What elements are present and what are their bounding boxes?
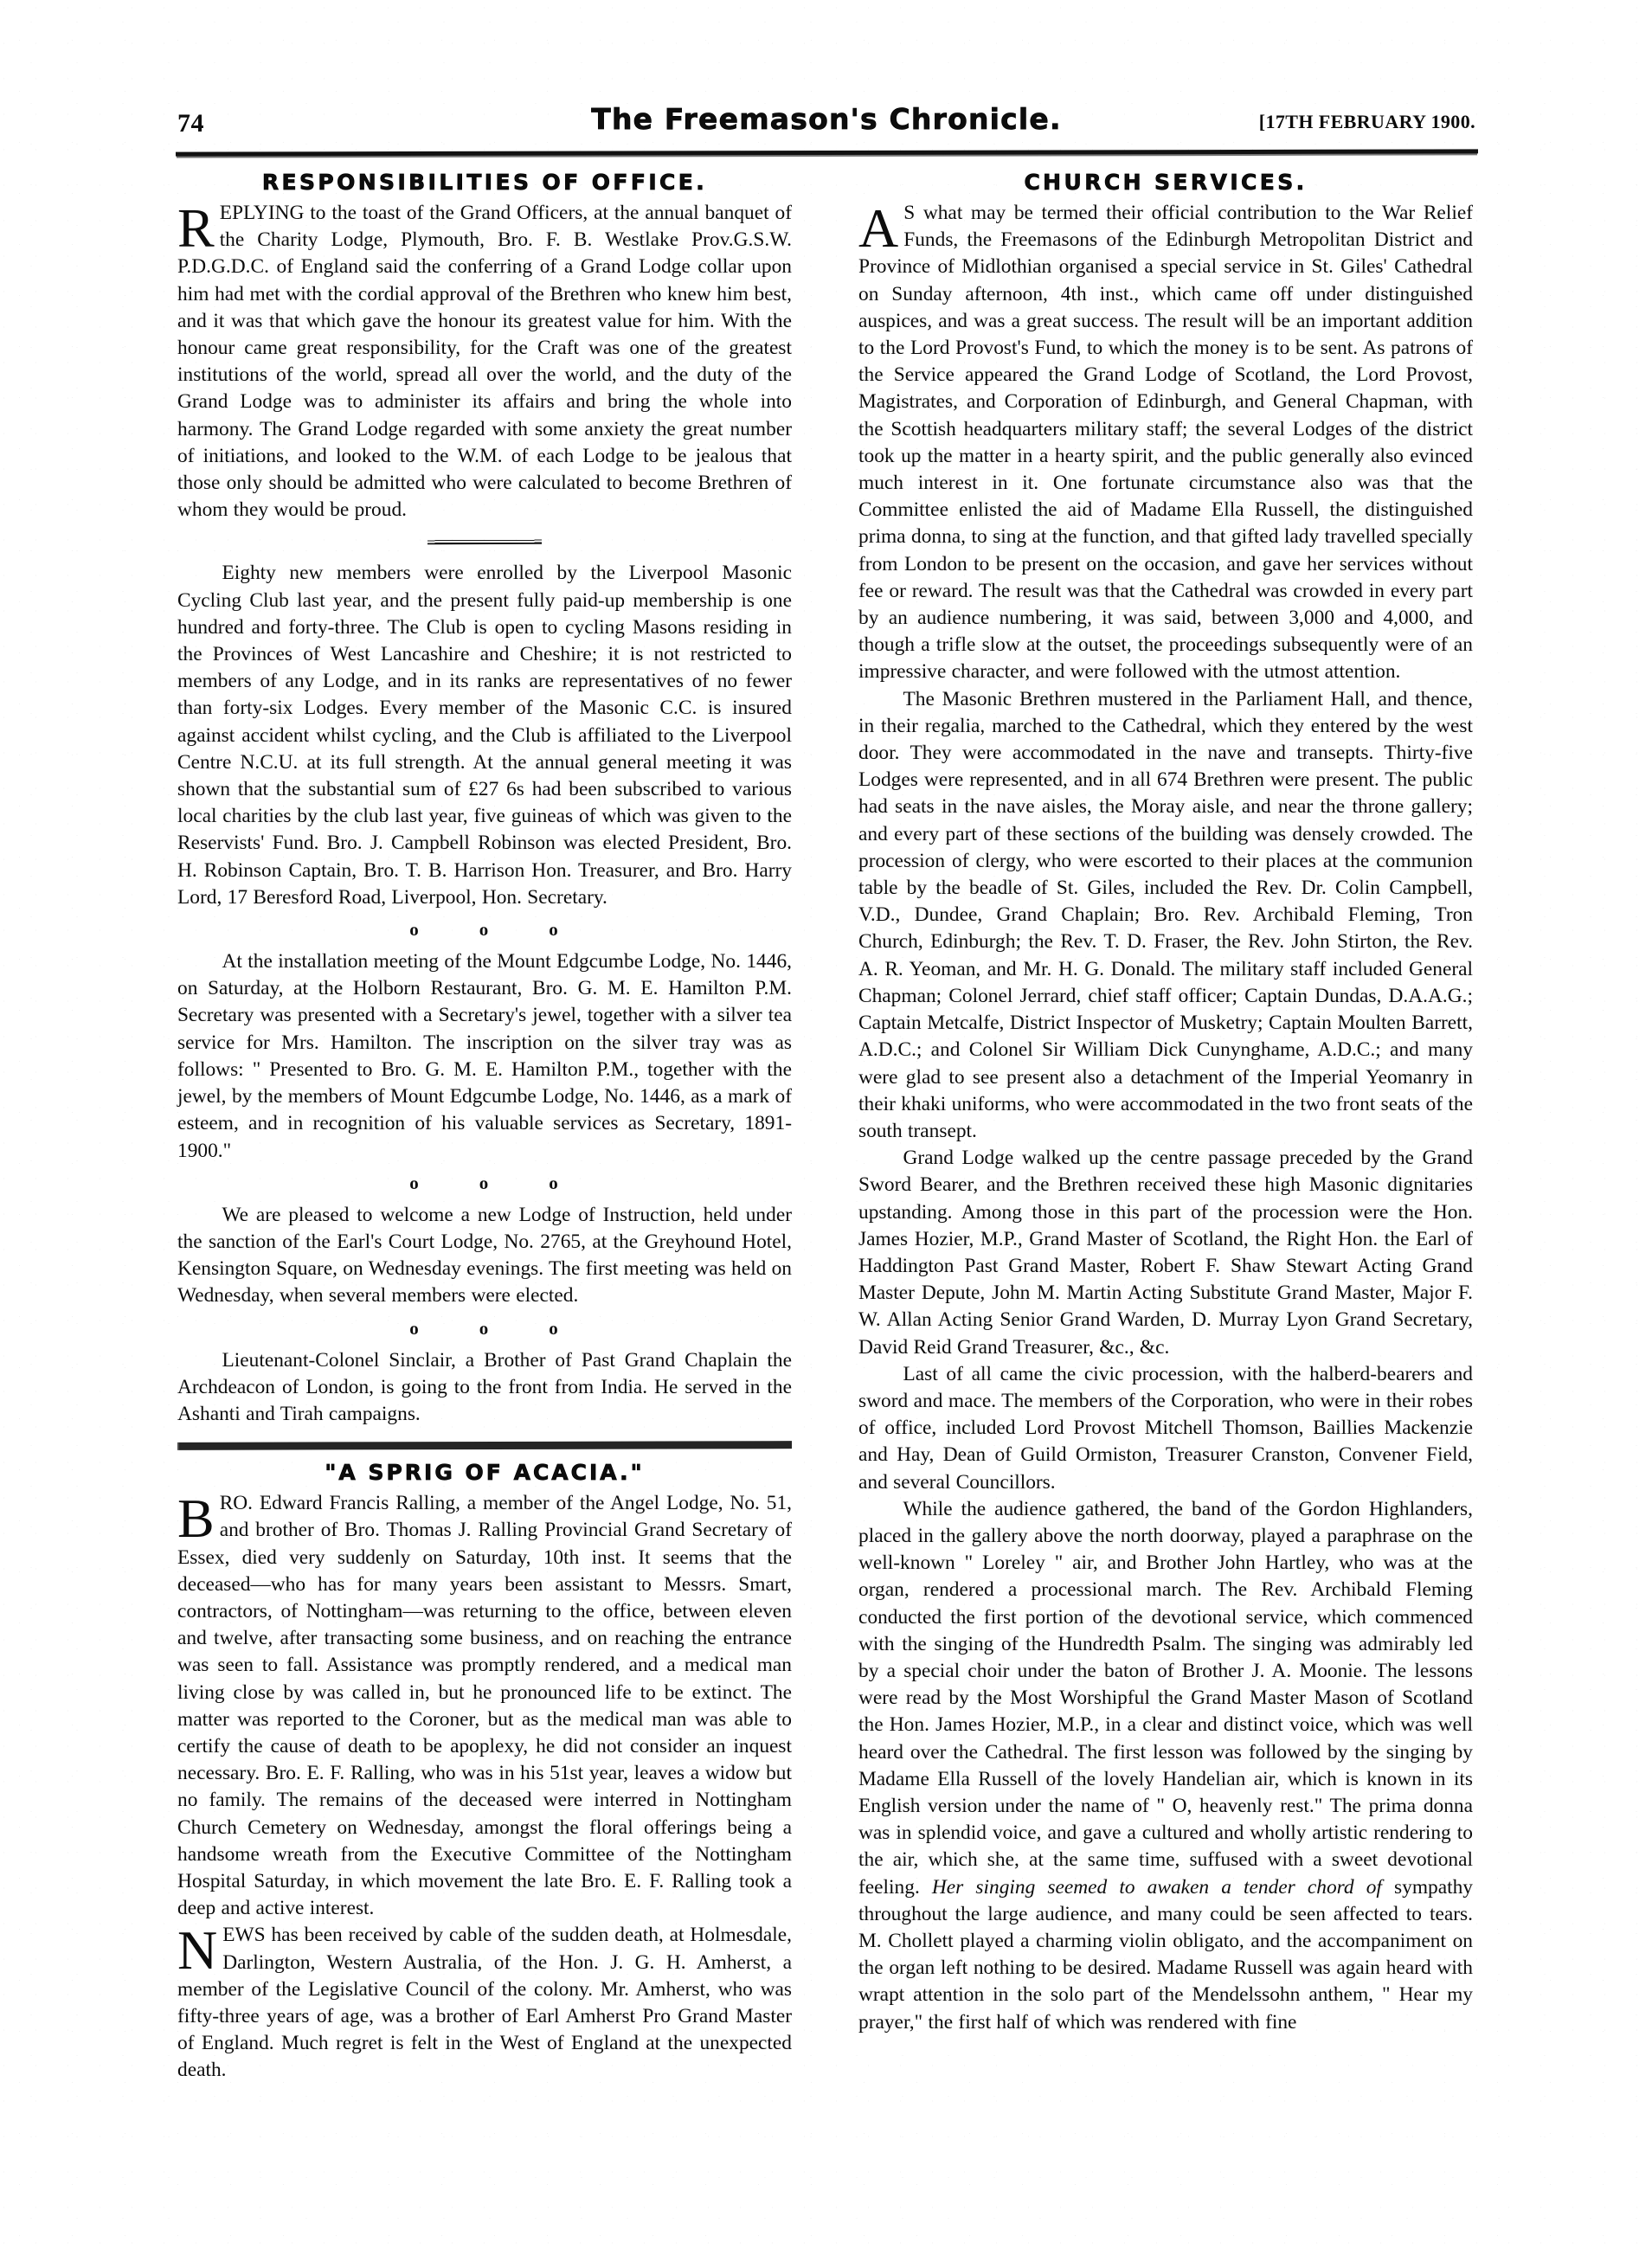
paragraph-music-and-service [858, 1496, 1473, 2036]
paragraph-liverpool-masonic-cycling-club: Eighty new members were enrolled by the Liverpool Masonic Cycling Club last year, and the present fully paid-up membership is one hundred and forty-three. The Club is open to cycling Masons residing in the Provinces of West Lancashire and Cheshire; it is not restricted to members of any Lodge, and in its ranks are representatives of no fewer than forty-six Lodges. Every member of the Masonic C.C. is insured against accident whilst cycling, and the Club is affiliated to the Liverpool Centre N.C.U. at its full strength. At the annual general meeting it was shown that the substantial sum of £27 6s had been subscribed to various local charities by the club last year, five guineas of which was given to the Reservists' Fund. Bro. J. Campbell Robinson was elected President, Bro. H. Robinson Captain, Bro. T. B. Harrison Hon. Treasurer, and Bro. Harry Lord, 17 Beresford Road, Liverpool, Hon. Secretary. [177, 562, 792, 909]
separator-dot: o [479, 919, 491, 941]
paragraph-new-lodge-of-instruction: We are pleased to welcome a new Lodge of Instruction, held under the sanction of the Earl's Court Lodge, No. 2765, at the Greyhound Hotel, Kensington Square, on Wednesday evenings. The first meeting was held on Wednesday, when several members were elected. [177, 1203, 793, 1308]
separator-dot: o [549, 1317, 560, 1339]
separator-dot: o [409, 919, 421, 941]
section-divider-heavy-rule [177, 1441, 792, 1450]
paragraph-responsibilities-body: EPLYING to the toast of the Grand Officers, at the annual banquet of the Charity Lodge, Plymouth, Bro. F. B. Westlake Prov.G.S.W. P.D.G.D.C. of England said the conferring of a Grand Lodge collar upon him had met with the cordial approval of the Brethren who knew him best, and it was that which gave the honour its greatest value for him. With the honour came great responsibility, for the Craft was one of the greatest institutions of the world, spread all over the world, and the duty of the Grand Lodge was to administer its affairs and bring the whole into harmony. The Grand Lodge regarded with some anxiety the great number of initiations, and looked to the W.M. of each Lodge to be jealous that those only should be admitted who were calculated to become Brethren of whom they would be proud. [177, 202, 792, 522]
paragraph-civic-procession: Last of all came the civic procession, with the halberd-bearers and sword and mace. The members of the Corporation, who were in their robes of office, included Lord Provost Mitchell Thomson, Baillies Mackenzie and Hay, Dean of Guild Ormiston, Treasurer Cranston, Convener Field, and several Councillors. [858, 1362, 1473, 1494]
paragraph-amherst-obituary [177, 1919, 792, 2084]
paragraph-separator-ornament-3 [177, 1318, 792, 1340]
issue-date: [17TH FEBRUARY 1900. [1258, 111, 1475, 132]
separator-dot: o [479, 1172, 491, 1193]
heading-a-sprig-of-acacia: "A SPRIG OF ACACIA." [325, 1460, 645, 1486]
paragraph-music-part-one: While the audience gathered, the band of the Gordon Highlanders, placed in the gallery above the north doorway, played a paraphrase on the well-known " Loreley " air, and Brother John Hartley, who was at the organ, rendered a processional march. The Rev. Archibald Fleming conducted the first portion of the devotional service, which commenced with the singing of the Hundredth Psalm. The singing was admirably led by a special choir under the baton of Brother J. A. Moonie. The lessons were read by the Most Worshipful the Grand Master Mason of Scotland the Hon. James Hozier, M.P., in a clear and distinct voice, which was well heard over the Cathedral. The first lesson was followed by the singing by Madame Ella Russell of the lovely Handelian air, which is known in its English version under the name of " O, heavenly rest." The prima donna was in splendid voice, and gave a cultured and wholly artistic rendering to the air, which she, at the same time, suffused with a sweet devotional feeling. [858, 1497, 1473, 1899]
dropcap-letter-a: A [858, 197, 899, 259]
paragraph-ralling-obituary [177, 1490, 792, 1922]
column-left [177, 170, 792, 2085]
separator-dot: o [549, 919, 560, 941]
paragraph-mount-edgcumbe-lodge: At the installation meeting of the Mount Edgcumbe Lodge, No. 1446, on Saturday, at the Holborn Restaurant, Bro. G. M. E. Hamilton P.M. Secretary was presented with a Secretary's jewel, together with a silver tea service for Mrs. Hamilton. The inscription on the silver tray was as follows: " Presented to Bro. G. M. E. Hamilton P.M., together with the jewel, by the members of Mount Edgcumbe Lodge, No. 1446, as a mark of esteem, and in recognition of his valuable services as Secretary, 1891-1900." [177, 950, 792, 1162]
dropcap-letter-b: B [177, 1488, 215, 1550]
dropcap-letter-r: R [177, 197, 215, 259]
paragraph-ralling-obituary-body: RO. Edward Francis Ralling, a member of the Angel Lodge, No. 51, and brother of Bro. Thomas J. Ralling Provincial Grand Secretary of Essex, died very suddenly on Saturday, 10th inst. It seems that the deceased—who has for many years been assistant to Messrs. Smart, contractors, of Nottingham—was returning to the office, between eleven and twelve, after transacting some business, and on reaching the entrance was seen to fall. Assistance was promptly rendered, and a medical man living close by was called in, but he pronounced life to be extinct. The matter was reported to the Coroner, but as the medical man was able to certify the cause of death to be apoplexy, he did not consider an inquest necessary. Bro. E. F. Ralling, who was in his 51st year, leaves a widow but no family. The remains of the deceased were interred in Nottingham Church Cemetery on Wednesday, amongst the floral offerings being a handsome wreath from the Executive Committee of the Nottingham Hospital Saturday, in which movement the late Bro. E. F. Ralling took a deep and active interest. [177, 1492, 792, 1920]
ornamental-divider-rule [427, 539, 542, 545]
paragraph-responsibilities-intro [177, 197, 792, 524]
paragraph-music-italic-phrase: Her singing seemed to awaken a tender chord of [931, 1875, 1382, 1899]
paragraph-separator-ornament-1 [177, 919, 792, 941]
heading-responsibilities-of-office: RESPONSIBILITIES OF OFFICE. [261, 170, 708, 195]
paragraph-grand-lodge-dignitaries: Grand Lodge walked up the centre passage preceded by the Grand Sword Bearer, and the Brethren received these high Masonic dignitaries upstanding. Among those in this part of the procession were the Hon. James Hozier, M.P., Grand Master of Scotland, the Right Hon. the Earl of Haddington Past Grand Master, Robert F. Shaw Stewart Acting Grand Master Depute, John M. Martin Acting Substitute Grand Master, Major F. W. Allan Acting Senior Grand Warden, D. Murray Lyon Grand Secretary, David Reid Grand Treasurer, &c., &c. [858, 1147, 1473, 1359]
paragraph-church-services-intro [858, 197, 1473, 686]
paragraph-church-services-body: S what may be termed their official contribution to the War Relief Funds, the Freemasons of the Edinburgh Metropolitan District and Province of Midlothian organised a special service in St. Giles' Cathedral on Sunday afternoon, 4th inst., which came off under distinguished auspices, and was a great success. The result will be an important addition to the Lord Provost's Fund, to which the money is to be sent. As patrons of the Service appeared the Grand Lodge of Scotland, the Lord Provost, Magistrates, and Corporation of Edinburgh, and General Chapman, with the Scottish headquarters military staff; the several Lodges of the district took up the matter in a hearty spirit, and the public generally also evinced much interest in it. One fortunate circumstance also was that the Committee enlisted the aid of Madame Ella Russell, the distinguished prima donna, to sing at the function, and that gifted lady travelled specially from London to be present on the occasion, and gave her services without fee or reward. The result was that the Cathedral was crowded in every part by an audience numbering, it was said, between 3,000 and 4,000, and though a trifle slow at the outset, the proceedings subsequently were of an impressive character, and were followed with the utmost attention. [858, 202, 1473, 684]
separator-dot: o [549, 1172, 560, 1193]
column-right [858, 170, 1473, 2036]
page-folio-number: 74 [177, 109, 204, 138]
dropcap-letter-n: N [177, 1919, 218, 1982]
publication-title: The Freemason's Chronicle. [591, 102, 1062, 136]
separator-dot: o [479, 1317, 491, 1339]
paragraph-masonic-brethren-procession: The Masonic Brethren mustered in the Parliament Hall, and thence, in their regalia, marched to the Cathedral, which they entered by the west door. They were accommodated in the nave and transepts. Thirty-five Lodges were represented, and in all 674 Brethren were present. The public had seats in the nave aisles, the Moray aisle, and near the throne gallery; and every part of these sections of the building was densely crowded. The procession of clergy, who were escorted to their places at the communion table by the beadle of St. Giles, included the Rev. Dr. Colin Campbell, V.D., Dundee, Grand Chaplain; Bro. Rev. Archibald Fleming, Tron Church, Edinburgh; the Rev. T. D. Fraser, the Rev. John Stirton, the Rev. A. R. Yeoman, and Mr. H. G. Donald. The military staff included General Chapman; Colonel Jerrard, chief staff officer; Captain Dundas, D.A.A.G.; Captain Metcalfe, District Inspector of Musketry; Captain Moulten Barrett, A.D.C.; and Colonel Sir William Dick Cunynghame, A.D.C.; and many were glad to see present also a detachment of the Imperial Yeomanry in their khaki uniforms, who were accommodated in the two front seats of the south transept. [858, 687, 1473, 1142]
paragraph-amherst-obituary-body: EWS has been received by cable of the sudden death, at Holmesdale, Darlington, Western Australia, of the Hon. J. G. H. Amherst, a member of the Legislative Council of the colony. Mr. Amherst, who was fifty-three years of age, was a brother of Earl Amherst Pro Grand Master of England. Much regret is felt in the West of England at the unexpected death. [177, 1924, 792, 2082]
masthead [177, 102, 1475, 154]
paragraph-lieutenant-colonel-sinclair: Lieutenant-Colonel Sinclair, a Brother of Past Grand Chaplain the Archdeacon of London, is going to the front from India. He served in the Ashanti and Tirah campaigns. [177, 1348, 792, 1425]
separator-dot: o [409, 1172, 421, 1193]
paragraph-music-part-two: sympathy throughout the large audience, and many could be seen affected to tears. M. Chollett played a charming violin obligato, and the accompaniment on the organ left nothing to be desired. Madame Russell was again heard with wrapt attention in the solo part of the Mendelssohn anthem, " Hear my prayer," the first half of which was rendered with fine [858, 1875, 1473, 2034]
paragraph-separator-ornament-2 [177, 1173, 792, 1194]
heading-church-services: CHURCH SERVICES. [1024, 170, 1308, 195]
separator-dot: o [409, 1317, 421, 1339]
